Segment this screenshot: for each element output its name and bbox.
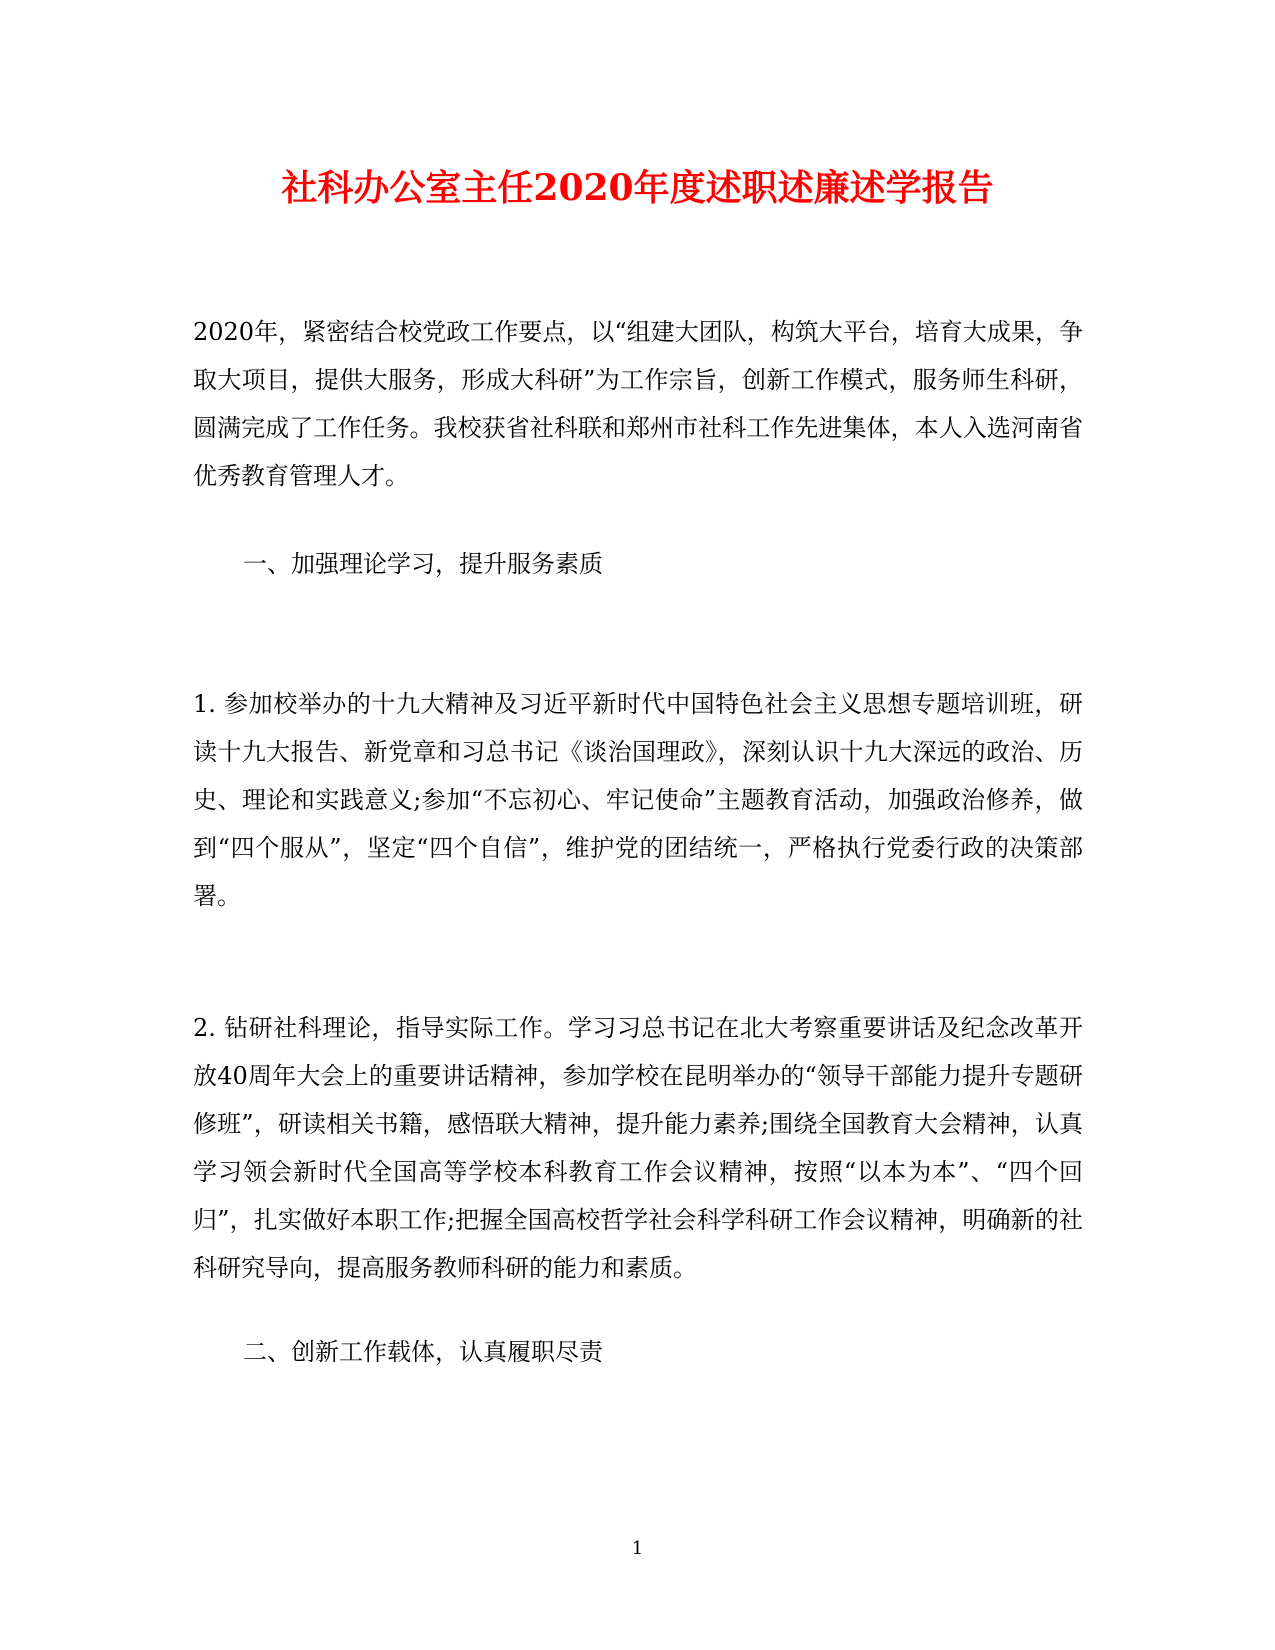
list-item-2: 2. 钻研社科理论，指导实际工作。学习习总书记在北大考察重要讲话及纪念改革开放40周年大会上的重要讲话精神，参加学校在昆明举办的“领导干部能力提升专题研修班”，研读相关书籍，感悟联大精神，提升能力素养;围绕全国教育大会精神，认真学习领会新时代全国高等学校本科教育工作会议精神，按照“以本为本”、“四个回归”，扎实做好本职工作;把握全国高校哲学社会科学科研工作会议精神，明确新的社科研究导向，提高服务教师科研的能力和素质。: [193, 1014, 1083, 1282]
page-number: 1: [631, 1538, 644, 1559]
list-item-1: 1. 参加校举办的十九大精神及习近平新时代中国特色社会主义思想专题培训班，研读十九大报告、新党章和习总书记《谈治国理政》，深刻认识十九大深远的政治、历史、理论和实践意义;参加“不忘初心、牢记使命”主题教育活动，加强政治修养，做到“四个服从”，坚定“四个自信”，维护党的团结统一，严格执行党委行政的决策部署。: [193, 690, 1083, 910]
section-1-heading: 一、加强理论学习，提升服务素质: [243, 550, 603, 578]
section-2-heading: 二、创新工作载体，认真履职尽责: [243, 1338, 603, 1366]
document-title: 社科办公室主任2020年度述职述廉述学报告: [281, 167, 994, 209]
intro-paragraph: 2020年，紧密结合校党政工作要点，以“组建大团队，构筑大平台，培育大成果，争取大项目，提供大服务，形成大科研”为工作宗旨，创新工作模式，服务师生科研，圆满完成了工作任务。我校获省社科联和郑州市社科工作先进集体，本人入选河南省优秀教育管理人才。: [193, 318, 1083, 490]
